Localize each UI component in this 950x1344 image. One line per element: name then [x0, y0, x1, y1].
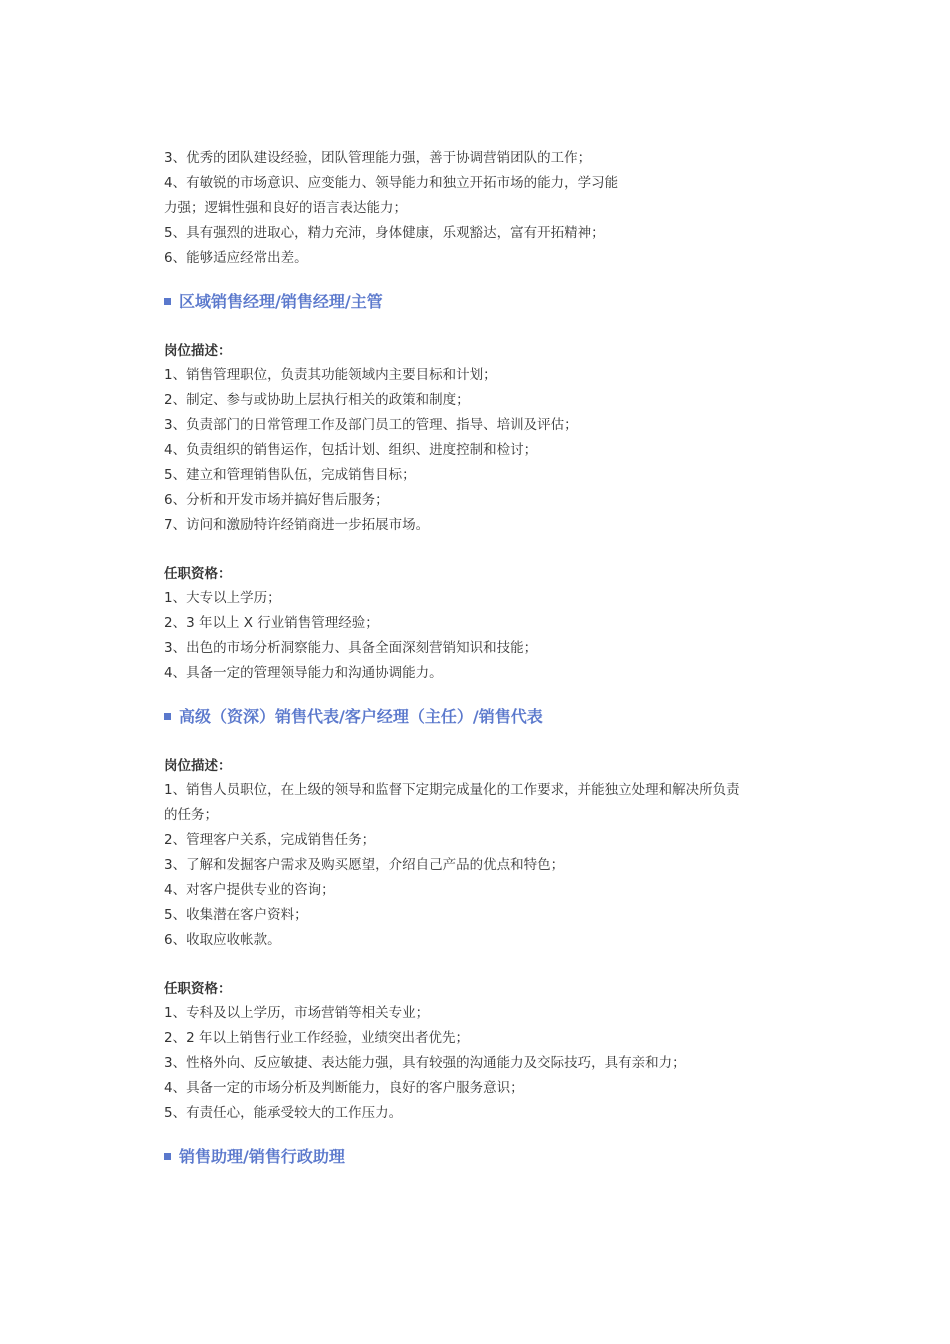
requirement-label: 任职资格： — [164, 566, 232, 582]
list-item: 1、专科及以上学历，市场营销等相关专业； — [164, 1005, 430, 1021]
spacer — [164, 1126, 804, 1142]
square-bullet-icon — [164, 298, 171, 305]
list-item: 1、销售管理职位，负责其功能领域内主要目标和计划； — [164, 367, 497, 383]
spacer — [164, 271, 804, 287]
list-item: 4、对客户提供专业的咨询； — [164, 882, 335, 898]
spacer — [164, 538, 804, 562]
section-heading-text: 区域销售经理/销售经理/主管 — [179, 292, 383, 311]
section-heading-text: 销售助理/销售行政助理 — [179, 1147, 345, 1166]
list-item: 5、收集潜在客户资料； — [164, 907, 308, 923]
list-item: 7、访问和激励特许经销商进一步拓展市场。 — [164, 517, 430, 533]
spacer — [164, 953, 804, 977]
list-item: 4、有敏锐的市场意识、应变能力、领导能力和独立开拓市场的能力，学习能 — [164, 175, 619, 191]
list-item: 2、管理客户关系，完成销售任务； — [164, 832, 376, 848]
square-bullet-icon — [164, 713, 171, 720]
intro-list — [164, 146, 804, 271]
section-heading-text: 高级（资深）销售代表/客户经理（主任）/销售代表 — [179, 707, 543, 726]
list-item: 4、负责组织的销售运作，包括计划、组织、进度控制和检讨； — [164, 442, 538, 458]
list-item: 5、有责任心，能承受较大的工作压力。 — [164, 1105, 403, 1121]
list-item: 2、2 年以上销售行业工作经验，业绩突出者优先； — [164, 1030, 469, 1046]
duty-list — [164, 363, 804, 538]
list-item: 1、大专以上学历； — [164, 590, 281, 606]
spacer — [164, 732, 804, 754]
list-item: 3、性格外向、反应敏捷、表达能力强，具有较强的沟通能力及交际技巧，具有亲和力； — [164, 1055, 686, 1071]
duty-label: 岗位描述： — [164, 758, 232, 774]
document-page — [164, 146, 804, 1172]
section-heading — [164, 287, 804, 317]
section-heading — [164, 1142, 804, 1172]
square-bullet-icon — [164, 1153, 171, 1160]
list-item: 6、收取应收帐款。 — [164, 932, 281, 948]
list-item: 5、建立和管理销售队伍，完成销售目标； — [164, 467, 416, 483]
list-item: 2、3 年以上 X 行业销售管理经验； — [164, 615, 379, 631]
duty-list — [164, 778, 804, 953]
list-item: 1、销售人员职位，在上级的领导和监督下定期完成量化的工作要求，并能独立处理和解决所负责 — [164, 782, 740, 798]
list-item: 4、具备一定的管理领导能力和沟通协调能力。 — [164, 665, 443, 681]
requirement-list — [164, 1001, 804, 1126]
list-item: 3、了解和发掘客户需求及购买愿望，介绍自己产品的优点和特色； — [164, 857, 565, 873]
list-item: 2、制定、参与或协助上层执行相关的政策和制度； — [164, 392, 470, 408]
requirement-list — [164, 586, 804, 686]
spacer — [164, 686, 804, 702]
list-item: 3、优秀的团队建设经验，团队管理能力强，善于协调营销团队的工作； — [164, 150, 592, 166]
section-heading — [164, 702, 804, 732]
list-item: 4、具备一定的市场分析及判断能力，良好的客户服务意识； — [164, 1080, 524, 1096]
list-item: 5、具有强烈的进取心，精力充沛，身体健康，乐观豁达，富有开拓精神； — [164, 225, 605, 241]
requirement-label: 任职资格： — [164, 981, 232, 997]
duty-label: 岗位描述： — [164, 343, 232, 359]
list-item: 3、负责部门的日常管理工作及部门员工的管理、指导、培训及评估； — [164, 417, 578, 433]
list-item: 力强；逻辑性强和良好的语言表达能力； — [164, 200, 407, 216]
list-item: 的任务； — [164, 807, 218, 823]
spacer — [164, 317, 804, 339]
list-item: 3、出色的市场分析洞察能力、具备全面深刻营销知识和技能； — [164, 640, 538, 656]
list-item: 6、能够适应经常出差。 — [164, 250, 308, 266]
list-item: 6、分析和开发市场并搞好售后服务； — [164, 492, 389, 508]
